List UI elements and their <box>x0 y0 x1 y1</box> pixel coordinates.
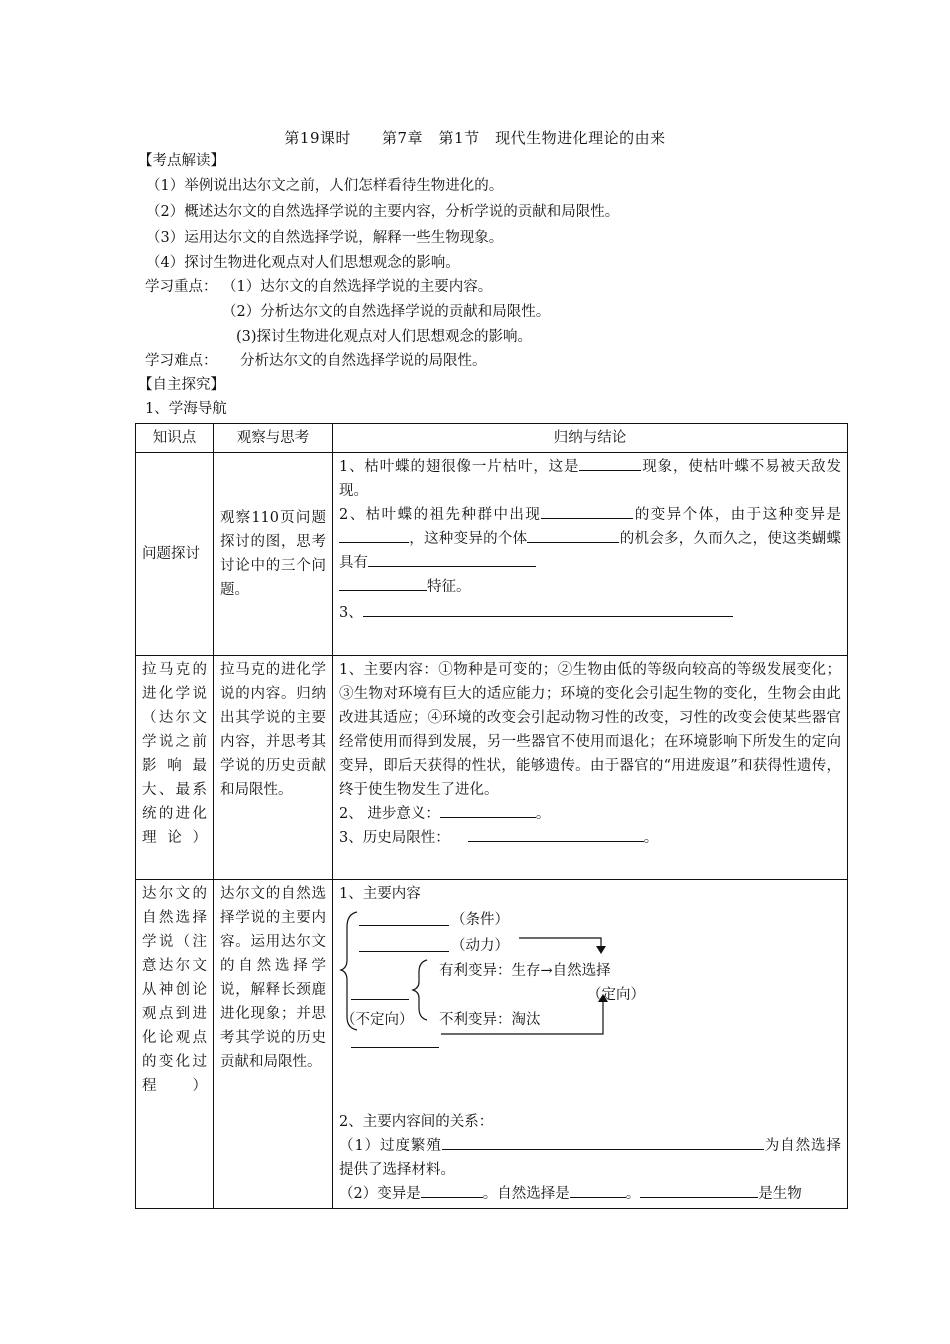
relation-2-blank-3[interactable] <box>640 1182 758 1198</box>
row2-end-2: 。 <box>643 830 659 846</box>
force-blank[interactable] <box>359 936 449 952</box>
unfavorable-variation: 不利变异：淘汰 <box>439 1012 541 1028</box>
row2-topic: 拉马克的进化学说（达尔文学说之前影响最大、最系统的进化理论） <box>136 656 214 880</box>
zizhu-heading: 【自主探究】 <box>138 377 225 393</box>
q2-text-a: 2、枯叶蝶的祖先种群中出现 <box>339 507 542 523</box>
row3-conclusion <box>333 880 848 1209</box>
nandian-text: 分析达尔文的自然选择学说的局限性。 <box>240 353 487 369</box>
q1-text-b: 现象，使枯叶蝶不易被天敌发现。 <box>339 459 841 499</box>
cond-label: （条件） <box>451 912 509 928</box>
kaodian-item-4: （4）探讨生物进化观点对人们思想观念的影响。 <box>146 255 460 271</box>
zhongdian-item-3: (3)探讨生物进化观点对人们思想观念的影响。 <box>236 329 533 345</box>
table-row <box>136 656 848 880</box>
relation-1-b: 为自然选择提供了选择材料。 <box>339 1138 841 1178</box>
diagram-heading: 1、主要内容 <box>339 886 421 902</box>
q2-blank-3[interactable] <box>527 527 619 543</box>
table-row <box>136 453 848 656</box>
relation-2-blank-1[interactable] <box>421 1182 483 1198</box>
darwin-diagram <box>339 882 819 1082</box>
q2-text-e: 特征。 <box>427 579 471 595</box>
result-blank[interactable] <box>351 1032 439 1048</box>
study-table <box>135 423 848 1209</box>
row2-p2: 2、 进步意义： <box>339 806 440 822</box>
q3-blank[interactable] <box>363 601 733 617</box>
q2-blank-5[interactable] <box>339 575 427 591</box>
row3-topic: 达尔文的自然选择学说（注意达尔文从神创论观点到进化论观点的变化过程 ） <box>136 880 214 1209</box>
table-row <box>136 880 848 1209</box>
row2-p3: 3、历史局限性： <box>339 830 450 846</box>
kaodian-item-2: （2）概述达尔文的自然选择学说的主要内容，分析学说的贡献和局限性。 <box>146 204 620 220</box>
q2-blank-2[interactable] <box>339 527 409 543</box>
kaodian-heading: 【考点解读】 <box>138 153 225 169</box>
undirected-blank[interactable] <box>351 984 409 1000</box>
q1-blank[interactable] <box>579 455 641 471</box>
relation-1-blank[interactable] <box>442 1134 764 1150</box>
directed-label: （定向） <box>587 987 645 1003</box>
relation-1-a: （1）过度繁殖 <box>339 1138 442 1154</box>
relation-2-blank-2[interactable] <box>570 1182 626 1198</box>
undirected-label: （不定向） <box>341 1012 414 1028</box>
row2-blank-2[interactable] <box>468 826 644 842</box>
table-header-row <box>136 424 848 453</box>
header-observe: 观察与思考 <box>214 424 333 453</box>
relation-2-c: 。 <box>625 1186 641 1202</box>
relation-2-b: 。自然选择是 <box>482 1186 570 1202</box>
favorable-variation: 有利变异：生存→自然选择 <box>439 963 611 979</box>
kaodian-item-1: （1）举例说出达尔文之前，人们怎样看待生物进化的。 <box>146 178 504 194</box>
relation-2-d: 是生物 <box>758 1186 802 1202</box>
xuehai-label: 1、学海导航 <box>145 401 227 417</box>
zhongdian-item-1: （1）达尔文的自然选择学说的主要内容。 <box>222 279 493 295</box>
q2-text-d: 的机会多，久而久之，使这类蝴蝶具有 <box>339 531 841 571</box>
q2-text-c: ，这种变异的个体 <box>409 531 528 547</box>
q1-text-a: 1、枯叶蝶的翅很像一片枯叶，这是 <box>339 459 580 475</box>
page-title: 第19课时 第7章 第1节 现代生物进化理论的由来 <box>284 129 666 147</box>
header-topic: 知识点 <box>136 424 214 453</box>
header-conclusion: 归纳与结论 <box>333 424 848 453</box>
row1-topic: 问题探讨 <box>136 453 214 656</box>
cond-blank[interactable] <box>359 910 449 926</box>
row2-blank-1[interactable] <box>440 802 536 818</box>
q2-blank-4[interactable] <box>368 551 536 567</box>
q2-text-b: 的变异个体，由于这种变异是 <box>633 507 841 523</box>
q3-text: 3、 <box>339 605 363 621</box>
force-label: （动力） <box>451 938 509 954</box>
relation-2-a: （2）变异是 <box>339 1186 421 1202</box>
zhongdian-label: 学习重点： <box>145 279 218 295</box>
relation-heading: 2、主要内容间的关系： <box>339 1114 494 1130</box>
row2-end-1: 。 <box>535 806 551 822</box>
row3-observe: 达尔文的自然选择学说的主要内容。运用达尔文的自然选择学说，解释长颈鹿进化现象；并思考其学说的历史贡献和局限性。 <box>214 880 333 1209</box>
row2-content: 1、主要内容：①物种是可变的；②生物由低的等级向较高的等级发展变化；③生物对环境有巨大的适应能力；环境的变化会引起生物的变化，生物会由此改进其适应；④环境的改变会引起动物习性的改变，习性的改变会使某些器官经常使用而得到发展，另一些器官不使用而退化；在环境影响下所发生的定向变异，即后天获得的性状，能够遗传。由于器官的“用进废退”和获得性遗传，终于使生物发生了进化。 <box>339 662 841 798</box>
row2-conclusion <box>333 656 848 880</box>
zhongdian-item-2: （2）分析达尔文的自然选择学说的贡献和局限性。 <box>222 304 551 320</box>
row2-observe: 拉马克的进化学说的内容。归纳出其学说的主要内容，并思考其学说的历史贡献和局限性。 <box>214 656 333 880</box>
row1-observe: 观察110页问题探讨的图，思考讨论中的三个问题。 <box>214 453 333 656</box>
row1-conclusion <box>333 453 848 656</box>
nandian-label: 学习难点： <box>145 353 218 369</box>
q2-blank-1[interactable] <box>541 503 633 519</box>
kaodian-item-3: （3）运用达尔文的自然选择学说，解释一些生物现象。 <box>146 230 504 246</box>
